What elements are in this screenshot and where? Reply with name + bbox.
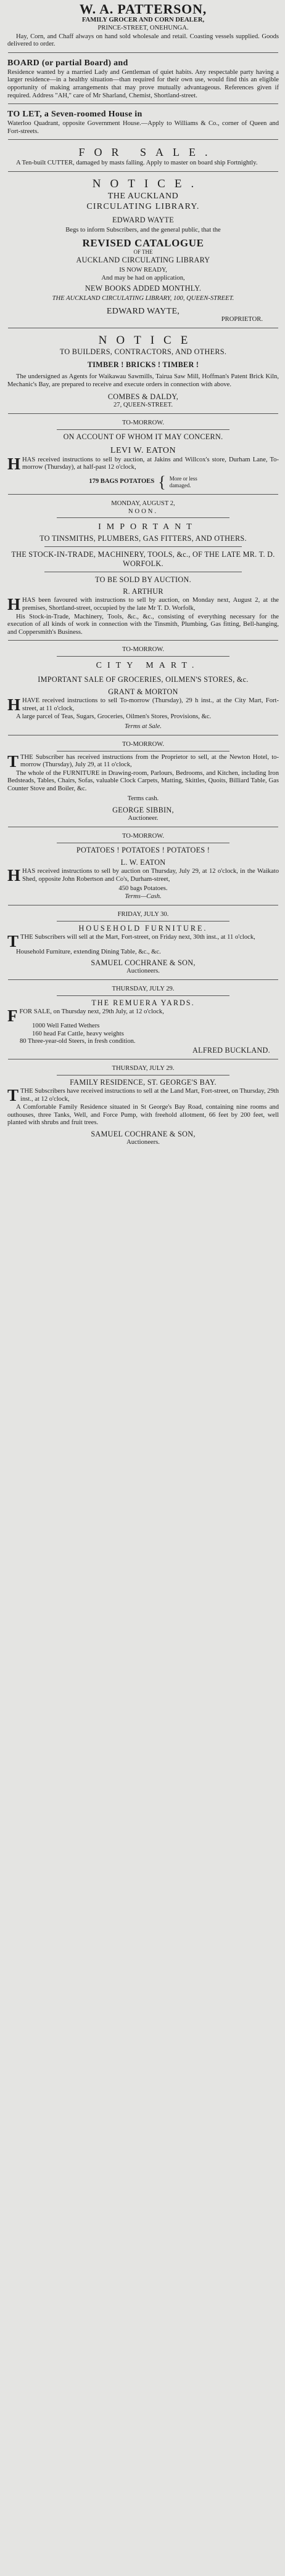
ad-heading: POTATOES ! POTATOES ! POTATOES ! — [76, 845, 210, 854]
drop-cap: T — [7, 1085, 19, 1104]
ad-to: TO TINSMITHS, PLUMBERS, GAS FITTERS, AND OTHERS. — [39, 534, 247, 543]
divider — [8, 979, 278, 980]
ad-body-text: HAS received instructions to sell by auction on Thursday, July 29, at 12 o'clock, in the Waikato Shed, opposite John Robertson and Co's, Durham-street, — [22, 867, 279, 883]
divider — [8, 494, 278, 495]
ad-body — [7, 751, 279, 771]
ad-line: THE AUCKLAND — [107, 191, 179, 201]
ad-heading: NOTICE — [98, 333, 197, 347]
signature: EDWARD WAYTE, — [106, 307, 180, 317]
ad-when: MONDAY, AUGUST 2, — [111, 500, 175, 507]
ad-heading: CITY MART. — [96, 661, 200, 671]
ad-heading: NOTICE. — [92, 177, 204, 190]
brace-icon: { — [158, 472, 166, 491]
ad-body-text: FOR SALE, on Thursday next, 29th July, at 12 o'clock, — [19, 1008, 164, 1015]
signature-address: 27, QUEEN-STREET. — [113, 402, 173, 409]
drop-cap: T — [7, 931, 19, 950]
divider — [8, 52, 278, 53]
ad-body — [7, 1006, 279, 1025]
signature: COMBES & DALDY, — [107, 392, 179, 402]
drop-cap: H — [7, 695, 21, 715]
ad-when: THURSDAY, JULY 29. — [112, 1065, 175, 1072]
lot-note-1: More or less — [169, 475, 197, 482]
ad-body-text: HAVE received instructions to sell To-morrow (Thursday), 29 h inst., at the City Mart, Fort-street, at 11 o'clock, — [22, 697, 279, 712]
ad-sub: TO BUILDERS, CONTRACTORS, AND OTHERS. — [59, 347, 227, 356]
stock-item: 1000 Well Fatted Wethers — [32, 1022, 100, 1029]
ad-body-text: THE Subscribers have received instructions to sell at the Land Mart, Fort-street, on Thursday, 29th inst., at 12 o'clock, — [20, 1087, 279, 1103]
divider — [57, 429, 229, 430]
divider — [57, 517, 229, 518]
ad-body-2: Household Furniture, extending Dining Table, &c., &c. — [16, 948, 161, 955]
drop-cap: T — [7, 751, 19, 771]
divider — [8, 103, 278, 104]
lot-note — [170, 476, 197, 489]
lot-note-2: damaged. — [169, 482, 191, 488]
lot-quantity: 179 BAGS POTATOES — [89, 478, 155, 485]
signature-role: Auctioneer. — [128, 815, 159, 822]
signature: ALFRED BUCKLAND. — [192, 1046, 270, 1055]
ad-line: CIRCULATING LIBRARY. — [86, 201, 200, 211]
ad-body-text: HAS received instructions to sell by auction, at Jakins and Willcox's store, Durham Lane, To-morrow (Thursday), at half-past 12 o'clock, — [22, 456, 279, 471]
apply-text: And may be had on application, — [101, 274, 185, 281]
ad-when: THURSDAY, JULY 29. — [112, 985, 175, 992]
divider — [57, 995, 229, 996]
library-name: AUCKLAND CIRCULATING LIBRARY — [76, 255, 210, 264]
lot-row — [7, 474, 279, 490]
drop-cap: H — [7, 865, 21, 885]
divider — [57, 656, 229, 657]
signature-role: PROPRIETOR. — [221, 316, 263, 323]
ad-city-mart — [7, 646, 279, 735]
ad-st-georges-bay — [7, 1065, 279, 1147]
ad-worfolk — [7, 500, 279, 641]
lot-quantity: 450 bags Potatoes. — [118, 885, 168, 893]
ad-body-2: A large parcel of Teas, Sugars, Groceries, Oilmen's Stores, Provisions, &c. — [16, 713, 212, 721]
ad-remuera-yards — [7, 986, 279, 1059]
ad-intro: Begs to inform Subscribers, and the general public, that the — [65, 226, 221, 233]
ad-body — [7, 1085, 279, 1104]
ad-for-sale-cutter — [7, 145, 279, 172]
ad-to-let — [7, 110, 279, 140]
ad-board — [7, 59, 279, 104]
ad-body: Residence wanted by a married Lady and Gentleman of quiet habits. Any respectable party having a larger residence—in a healthy situation—than required for their own use, would find this an eligible opportunity of making arrangements that may prove mutually advantageous. References given if required. Address "AH," care of Mr Sharland, Chemist, Shortland-street. — [7, 68, 279, 99]
ad-body-2: A Comfortable Family Residence situated in St George's Bay Road, containing nine rooms and outhouses, three Tanks, Well, and Force Pump, with freehold allotment, 66 feet by 200 feet, well planted with shrubs and fruit trees. — [7, 1104, 279, 1127]
ad-heading: ON ACCOUNT OF WHOM IT MAY CONCERN. — [63, 432, 223, 441]
auctioneer-name: LEVI W. EATON — [110, 445, 176, 455]
catalogue-title: REVISED CATALOGUE — [82, 237, 204, 249]
divider — [44, 546, 242, 547]
stock-item: 80 Three-year-old Steers, in fresh condition. — [20, 1038, 136, 1045]
ad-when: TO-MORROW. — [122, 646, 164, 654]
ad-heading: THE REMUERA YARDS. — [91, 998, 195, 1007]
auctioneer-name: L. W. EATON — [120, 857, 166, 867]
stock-item: 160 head Fat Cattle, heavy weights — [32, 1030, 124, 1037]
ad-body — [7, 931, 279, 950]
ad-body — [7, 597, 279, 612]
ad-patterson — [7, 2, 279, 53]
ad-title: W. A. PATTERSON, — [79, 1, 207, 17]
ad-builders-notice — [7, 334, 279, 414]
divider — [8, 640, 278, 641]
ad-stock: THE STOCK-IN-TRADE, MACHINERY, TOOLS, &c., OF THE LATE MR. T. D. WORFOLK. — [11, 550, 275, 569]
divider — [8, 171, 278, 172]
ad-title: BOARD (or partial Board) and — [7, 58, 128, 68]
ad-title: TO LET, a Seven-roomed House in — [7, 110, 142, 119]
ad-body — [7, 865, 279, 885]
ad-body: Waterloo Quadrant, opposite Government House.—Apply to Williams & Co., corner of Queen and Fort-streets. — [7, 120, 279, 135]
drop-cap: F — [7, 1006, 18, 1025]
ad-body-text: THE Subscriber has received instructions from the Proprietor to sell, at the Newton Hotel, to-morrow (Thursday), July 29, at 11 o'clock, — [20, 753, 279, 769]
auctioneer-name: GRANT & MORTON — [108, 687, 178, 697]
timber-line: TIMBER ! BRICKS ! TIMBER ! — [87, 360, 199, 369]
ad-line: FAMILY GROCER AND CORN DEALER, — [81, 17, 205, 23]
ad-body-2: His Stock-in-Trade, Machinery, Tools, &c., &c., consisting of everything necessary for the execution of all kinds of work in connection with the Tinsmith, Plumbing, Gas fitting, Bell-hanging, and Coppersmith's Business. — [7, 613, 279, 636]
drop-cap: H — [7, 595, 21, 614]
books-text: NEW BOOKS ADDED MONTHLY. — [85, 284, 202, 293]
ad-body-text: THE Subscribers will sell at the Mart, Fort-street, on Friday next, 30th inst., at 11 o'clock, — [20, 933, 255, 941]
divider — [8, 413, 278, 414]
ad-when: TO-MORROW. — [122, 419, 164, 426]
ad-heading: FOR SALE. — [78, 146, 217, 159]
auctioneer-name: R. ARTHUR — [123, 587, 163, 596]
ad-body: The undersigned as Agents for Waikawau Sawmills, Tairua Saw Mill, Hoffman's Patent Brick Kiln, Mechanic's Bay, are prepared to receive and execute orders in connection with above. — [7, 373, 279, 388]
ad-terms: Terms at Sale. — [125, 723, 162, 731]
ad-terms: Terms—Cash. — [125, 893, 162, 900]
ad-body: A Ten-built CUTTER, damaged by masts falling. Apply to master on board ship Fortnightly. — [16, 160, 258, 167]
ad-sub: IMPORTANT SALE OF GROCERIES, OILMEN'S STORES, &c. — [38, 675, 249, 684]
signature: SAMUEL COCHRANE & SON, — [91, 958, 196, 968]
ad-heading: IMPORTANT — [98, 522, 197, 532]
ad-sold: TO BE SOLD BY AUCTION. — [95, 575, 191, 585]
ready-text: IS NOW READY, — [119, 266, 167, 273]
ad-newton-hotel — [7, 741, 279, 827]
ad-heading: HOUSEHOLD FURNITURE. — [78, 923, 208, 933]
divider — [8, 139, 278, 140]
ad-line: PRINCE-STREET, ONEHUNGA. — [97, 24, 189, 31]
ad-body: Hay, Corn, and Chaff always on hand sold wholesale and retail. Coasting vessels supplied. Goods delivered to order. — [7, 33, 279, 48]
ad-household-furniture — [7, 911, 279, 980]
of-the: OF THE — [133, 248, 153, 255]
signature-role: Auctioneers. — [126, 968, 160, 975]
ad-library-notice — [7, 177, 279, 328]
ad-heading: FAMILY RESIDENCE, ST. GEORGE'S BAY. — [70, 1077, 217, 1087]
ad-terms: Terms cash. — [127, 795, 159, 802]
ad-when: TO-MORROW. — [122, 740, 164, 748]
library-address: THE AUCKLAND CIRCULATING LIBRARY, 100, QUEEN-STREET. — [52, 295, 234, 302]
ad-time: NOON. — [128, 508, 159, 515]
ad-when: FRIDAY, JULY 30. — [117, 910, 169, 918]
ad-potatoes — [7, 833, 279, 905]
ad-body — [7, 456, 279, 472]
drop-cap: H — [7, 454, 21, 473]
ad-body — [7, 697, 279, 713]
ad-levi-eaton — [7, 419, 279, 495]
ad-body-text: HAS been favoured with instructions to sell by auction, on Monday next, August 2, at the premises, Shortland-street, occupied by the late Mr T. D. Worfolk, — [22, 597, 279, 612]
signature: SAMUEL COCHRANE & SON, — [91, 1129, 196, 1138]
signature-role: Auctioneers. — [126, 1138, 160, 1146]
ad-body-2: The whole of the FURNITURE in Drawing-room, Parlours, Bedrooms, and Kitchen, including Iron Bedsteads, Tables, Chairs, Sofas, valuable Clock Carpets, Matting, Skittles, Quoits, Billiard Table, Gas Counter Stove and Boiler, &c. — [7, 769, 279, 792]
proprietor-name: EDWARD WAYTE — [112, 215, 175, 224]
signature: GEORGE SIBBIN, — [112, 806, 174, 815]
ad-when: TO-MORROW. — [122, 833, 164, 840]
